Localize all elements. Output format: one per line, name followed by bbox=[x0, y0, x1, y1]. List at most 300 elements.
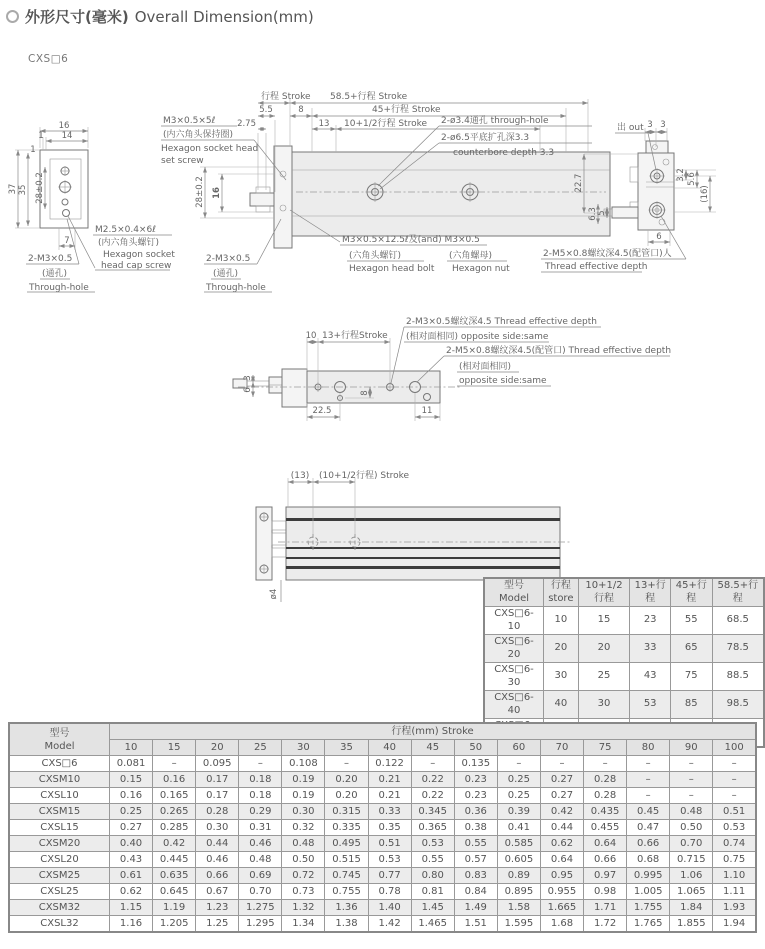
value-cell: 23 bbox=[630, 607, 671, 635]
annotation: (相对面相同) bbox=[459, 362, 512, 372]
annotation: Through-hole bbox=[206, 283, 266, 293]
weight-cell: 0.48 bbox=[239, 852, 282, 868]
value-cell: 25 bbox=[578, 663, 630, 691]
weight-cell: 0.69 bbox=[239, 868, 282, 884]
weight-cell: 0.19 bbox=[282, 788, 325, 804]
weight-table-row bbox=[9, 804, 756, 820]
weight-cell: 1.19 bbox=[153, 900, 196, 916]
weight-cell: 0.41 bbox=[497, 820, 540, 836]
weight-cell: 0.46 bbox=[239, 836, 282, 852]
stroke-col-header: 90 bbox=[670, 740, 713, 756]
weight-cell: 0.62 bbox=[540, 836, 583, 852]
weight-cell: 0.66 bbox=[196, 868, 239, 884]
weight-cell: 0.605 bbox=[497, 852, 540, 868]
weight-cell: 0.64 bbox=[584, 836, 627, 852]
weight-model-header: 型号 Model bbox=[9, 723, 110, 756]
weight-cell: 1.34 bbox=[282, 916, 325, 933]
weight-cell: 1.765 bbox=[627, 916, 670, 933]
dim-label: 3 bbox=[647, 120, 653, 130]
annotation: (相对面相同) opposite side:same bbox=[406, 332, 549, 342]
weight-cell: 1.94 bbox=[713, 916, 756, 933]
stroke-col-header: 70 bbox=[540, 740, 583, 756]
weight-cell: 1.71 bbox=[584, 900, 627, 916]
annotation: Thread effective depth bbox=[545, 262, 648, 272]
value-cell: 33 bbox=[630, 635, 671, 663]
weight-cell: 0.30 bbox=[196, 820, 239, 836]
weight-cell: 0.21 bbox=[368, 788, 411, 804]
weight-cell: 0.20 bbox=[325, 772, 368, 788]
annotation: opposite side:same bbox=[459, 376, 547, 386]
value-cell: 30 bbox=[578, 691, 630, 719]
annotation: 2-ø3.4通孔 through-hole bbox=[441, 116, 549, 126]
model-cell: CXS□6-20 bbox=[484, 635, 544, 663]
weight-cell: 0.715 bbox=[670, 852, 713, 868]
weight-cell: 1.42 bbox=[368, 916, 411, 933]
dim-label: 5.5 bbox=[259, 105, 273, 115]
value-cell: 43 bbox=[630, 663, 671, 691]
weight-cell: 0.17 bbox=[196, 788, 239, 804]
weight-cell: 0.48 bbox=[670, 804, 713, 820]
weight-cell: – bbox=[670, 756, 713, 772]
weight-cell: 0.27 bbox=[110, 820, 153, 836]
annotation: 出 out bbox=[617, 123, 644, 133]
weight-cell: 0.745 bbox=[325, 868, 368, 884]
weight-cell: – bbox=[713, 772, 756, 788]
stroke-col-header: 100 bbox=[713, 740, 756, 756]
dim-label: 28±0.2 bbox=[35, 172, 45, 204]
weight-cell: 0.081 bbox=[110, 756, 153, 772]
weight-cell: 0.84 bbox=[454, 884, 497, 900]
model-cell: CXSM10 bbox=[9, 772, 110, 788]
weight-cell: 1.295 bbox=[239, 916, 282, 933]
weight-cell: 0.28 bbox=[196, 804, 239, 820]
weight-cell: – bbox=[153, 756, 196, 772]
model-cell: CXSL32 bbox=[9, 916, 110, 933]
weight-cell: 0.285 bbox=[153, 820, 196, 836]
weight-cell: 0.27 bbox=[540, 772, 583, 788]
stroke-col-header: 40 bbox=[368, 740, 411, 756]
value-cell: 88.5 bbox=[712, 663, 764, 691]
value-cell: 75 bbox=[670, 663, 712, 691]
model-cell: CXS□6-40 bbox=[484, 691, 544, 719]
weight-cell: 0.53 bbox=[411, 836, 454, 852]
dim-label: 11 bbox=[421, 406, 433, 416]
weight-cell: 1.32 bbox=[282, 900, 325, 916]
weight-cell: 0.45 bbox=[627, 804, 670, 820]
weight-cell: 0.30 bbox=[282, 804, 325, 820]
weight-cell: 0.62 bbox=[110, 884, 153, 900]
weight-table-row bbox=[9, 788, 756, 804]
dim-label: 7 bbox=[64, 236, 70, 246]
weight-cell: 1.465 bbox=[411, 916, 454, 933]
dim-label: (10+1/2行程) Stroke bbox=[319, 471, 410, 481]
weight-cell: 0.66 bbox=[584, 852, 627, 868]
value-cell: 78.5 bbox=[712, 635, 764, 663]
weight-cell: 0.515 bbox=[325, 852, 368, 868]
annotation: 2-M3×0.5 bbox=[206, 254, 251, 264]
weight-cell: 0.81 bbox=[411, 884, 454, 900]
front-view bbox=[161, 90, 610, 293]
annotation: M3×0.5×12.5ℓ及(and) M3×0.5 bbox=[342, 235, 480, 245]
dim-label: (13) bbox=[290, 471, 310, 481]
col-header: 58.5+行程 bbox=[712, 578, 764, 607]
weight-cell: 0.28 bbox=[584, 772, 627, 788]
weight-cell: 0.995 bbox=[627, 868, 670, 884]
col-header: 45+行程 bbox=[670, 578, 712, 607]
weight-cell: 0.25 bbox=[497, 772, 540, 788]
weight-cell: 1.58 bbox=[497, 900, 540, 916]
weight-cell: 0.40 bbox=[110, 836, 153, 852]
weight-cell: 0.16 bbox=[153, 772, 196, 788]
dim-label: 3.2 bbox=[676, 168, 686, 182]
weight-cell: 0.17 bbox=[196, 772, 239, 788]
weight-cell: 1.68 bbox=[540, 916, 583, 933]
dim-label: 6.3 bbox=[588, 207, 598, 221]
weight-cell: 0.33 bbox=[368, 804, 411, 820]
annotation: Hexagon head bolt bbox=[349, 264, 435, 274]
weight-cell: 0.122 bbox=[368, 756, 411, 772]
weight-cell: 1.25 bbox=[196, 916, 239, 933]
weight-cell: 0.51 bbox=[713, 804, 756, 820]
weight-cell: 0.108 bbox=[282, 756, 325, 772]
dim-label: 13+行程Stroke bbox=[322, 331, 388, 341]
annotation: (内六角头螺钉) bbox=[98, 238, 160, 248]
weight-table-row bbox=[9, 836, 756, 852]
col-header-stroke: 行程 store bbox=[544, 578, 579, 607]
weight-cell: 1.855 bbox=[670, 916, 713, 933]
weight-cell: 0.50 bbox=[282, 852, 325, 868]
weight-cell: 1.45 bbox=[411, 900, 454, 916]
model-cell: CXSM15 bbox=[9, 804, 110, 820]
weight-cell: 0.20 bbox=[325, 788, 368, 804]
weight-cell: 0.53 bbox=[368, 852, 411, 868]
annotation: 2-M5×0.8螺纹深4.5(配管口)人 bbox=[543, 249, 672, 259]
weight-cell: 0.39 bbox=[497, 804, 540, 820]
annotation: (内六角头保持圈) bbox=[163, 130, 234, 140]
model-cell: CXSL25 bbox=[9, 884, 110, 900]
stroke-table-row bbox=[484, 691, 764, 719]
dim-label: 35 bbox=[18, 184, 28, 196]
weight-table bbox=[8, 722, 757, 933]
weight-cell: 0.73 bbox=[282, 884, 325, 900]
weight-cell: 0.97 bbox=[584, 868, 627, 884]
weight-cell: 0.895 bbox=[497, 884, 540, 900]
weight-cell: – bbox=[239, 756, 282, 772]
weight-cell: 0.44 bbox=[196, 836, 239, 852]
weight-cell: 1.38 bbox=[325, 916, 368, 933]
stroke-col-header: 20 bbox=[196, 740, 239, 756]
annotation: 2-M3×0.5 bbox=[28, 254, 73, 264]
value-cell: 55 bbox=[670, 607, 712, 635]
weight-cell: – bbox=[540, 756, 583, 772]
title-zh: 外形尺寸(毫米) bbox=[25, 8, 129, 26]
annotation: 2-M3×0.5螺纹深4.5 Thread effective depth bbox=[406, 317, 597, 327]
model-cell: CXSL15 bbox=[9, 820, 110, 836]
weight-cell: 0.74 bbox=[713, 836, 756, 852]
dim-label: 13 bbox=[318, 119, 330, 129]
weight-cell: 1.205 bbox=[153, 916, 196, 933]
weight-cell: 1.93 bbox=[713, 900, 756, 916]
model-cell: CXS□6-30 bbox=[484, 663, 544, 691]
weight-cell: – bbox=[584, 756, 627, 772]
weight-cell: 1.72 bbox=[584, 916, 627, 933]
weight-cell: 0.46 bbox=[196, 852, 239, 868]
weight-cell: 0.315 bbox=[325, 804, 368, 820]
dim-label: 6 bbox=[243, 387, 253, 393]
weight-cell: 0.36 bbox=[454, 804, 497, 820]
weight-cell: 0.15 bbox=[110, 772, 153, 788]
weight-cell: 0.89 bbox=[497, 868, 540, 884]
dim-label: 3 bbox=[660, 120, 666, 130]
weight-cell: 1.595 bbox=[497, 916, 540, 933]
weight-cell: 0.70 bbox=[670, 836, 713, 852]
weight-cell: 1.23 bbox=[196, 900, 239, 916]
weight-cell: – bbox=[627, 756, 670, 772]
weight-cell: – bbox=[497, 756, 540, 772]
weight-cell: 0.095 bbox=[196, 756, 239, 772]
weight-cell: 0.64 bbox=[540, 852, 583, 868]
weight-cell: 0.345 bbox=[411, 804, 454, 820]
weight-cell: 0.585 bbox=[497, 836, 540, 852]
annotation: Hexagon nut bbox=[452, 264, 510, 274]
dim-label: ø4 bbox=[269, 588, 279, 600]
weight-table-stroke-cols bbox=[9, 740, 756, 756]
weight-cell: 0.55 bbox=[411, 852, 454, 868]
weight-cell: 0.22 bbox=[411, 772, 454, 788]
model-cell: CXSM20 bbox=[9, 836, 110, 852]
weight-table-body bbox=[9, 756, 756, 933]
dim-label: 16 bbox=[58, 121, 70, 131]
dim-label: 行程 Stroke bbox=[261, 92, 311, 102]
weight-cell: 0.165 bbox=[153, 788, 196, 804]
top-view bbox=[233, 315, 671, 421]
weight-cell: 1.36 bbox=[325, 900, 368, 916]
weight-cell: – bbox=[627, 788, 670, 804]
dim-label: 6 bbox=[656, 232, 662, 242]
weight-table-row bbox=[9, 772, 756, 788]
weight-cell: 0.23 bbox=[454, 788, 497, 804]
dim-label: 14 bbox=[61, 131, 73, 141]
stroke-table-row bbox=[484, 607, 764, 635]
weight-cell: 1.06 bbox=[670, 868, 713, 884]
dim-label: 28±0.2 bbox=[195, 176, 205, 208]
weight-cell: 0.98 bbox=[584, 884, 627, 900]
weight-cell: 1.065 bbox=[670, 884, 713, 900]
col-header: 10+1/2行程 bbox=[578, 578, 630, 607]
annotation: head cap screw bbox=[101, 261, 172, 271]
weight-cell: 0.16 bbox=[110, 788, 153, 804]
weight-cell: 0.42 bbox=[540, 804, 583, 820]
model-label: CXS□6 bbox=[28, 53, 69, 65]
weight-cell: 1.755 bbox=[627, 900, 670, 916]
weight-table-row bbox=[9, 820, 756, 836]
dim-label: 22.7 bbox=[574, 173, 584, 193]
weight-cell: 0.19 bbox=[282, 772, 325, 788]
weight-cell: 1.84 bbox=[670, 900, 713, 916]
weight-table-row bbox=[9, 900, 756, 916]
model-cell: CXSL10 bbox=[9, 788, 110, 804]
model-cell: CXSL20 bbox=[9, 852, 110, 868]
weight-cell: – bbox=[713, 756, 756, 772]
dim-label: 58.5+行程 Stroke bbox=[330, 92, 408, 102]
weight-cell: 0.31 bbox=[239, 820, 282, 836]
weight-cell: 0.18 bbox=[239, 788, 282, 804]
weight-cell: 0.265 bbox=[153, 804, 196, 820]
weight-cell: 0.25 bbox=[110, 804, 153, 820]
weight-cell: 0.67 bbox=[196, 884, 239, 900]
dim-label: 16 bbox=[212, 187, 222, 199]
stroke-table-row bbox=[484, 663, 764, 691]
weight-stroke-header: 行程(mm) Stroke bbox=[110, 723, 757, 740]
weight-cell: 0.48 bbox=[282, 836, 325, 852]
weight-cell: 0.68 bbox=[627, 852, 670, 868]
dim-label: 8 bbox=[298, 105, 304, 115]
dim-label: 1 bbox=[30, 145, 36, 155]
stroke-col-header: 80 bbox=[627, 740, 670, 756]
annotation: (通孔) bbox=[213, 269, 239, 279]
value-cell: 10 bbox=[544, 607, 579, 635]
left-end-view bbox=[8, 121, 175, 293]
weight-cell: 1.10 bbox=[713, 868, 756, 884]
weight-cell: 0.42 bbox=[153, 836, 196, 852]
stroke-col-header: 25 bbox=[239, 740, 282, 756]
dim-label: 5 bbox=[597, 210, 607, 216]
weight-cell: 0.53 bbox=[713, 820, 756, 836]
col-header-model: 型号 Model bbox=[484, 578, 544, 607]
dim-label: 8 bbox=[360, 390, 370, 396]
value-cell: 20 bbox=[578, 635, 630, 663]
weight-cell: 0.645 bbox=[153, 884, 196, 900]
weight-cell: 0.135 bbox=[454, 756, 497, 772]
weight-cell: 0.57 bbox=[454, 852, 497, 868]
dim-label: 10 bbox=[305, 331, 317, 341]
col-header: 13+行程 bbox=[630, 578, 671, 607]
annotation: counterbore depth 3.3 bbox=[453, 148, 555, 158]
annotation: Hexagon socket bbox=[103, 250, 175, 260]
weight-cell: 1.51 bbox=[454, 916, 497, 933]
annotation: 2-ø6.5平底扩孔深3.3 bbox=[441, 133, 530, 143]
weight-cell: 0.50 bbox=[670, 820, 713, 836]
weight-cell: 0.365 bbox=[411, 820, 454, 836]
weight-cell: 0.32 bbox=[282, 820, 325, 836]
weight-cell: – bbox=[627, 772, 670, 788]
weight-table-row bbox=[9, 868, 756, 884]
weight-cell: 0.23 bbox=[454, 772, 497, 788]
weight-cell: 0.955 bbox=[540, 884, 583, 900]
weight-cell: 0.66 bbox=[627, 836, 670, 852]
dim-label: 3 bbox=[243, 375, 253, 381]
annotation: Through-hole bbox=[29, 283, 89, 293]
value-cell: 40 bbox=[544, 691, 579, 719]
stroke-col-header: 35 bbox=[325, 740, 368, 756]
weight-cell: 0.335 bbox=[325, 820, 368, 836]
weight-cell: 0.43 bbox=[110, 852, 153, 868]
weight-cell: 0.44 bbox=[540, 820, 583, 836]
dim-label: 2.75 bbox=[237, 119, 256, 129]
annotation: (六角头螺钉) bbox=[349, 251, 402, 261]
weight-cell: – bbox=[325, 756, 368, 772]
weight-cell: 0.47 bbox=[627, 820, 670, 836]
stroke-col-header: 60 bbox=[497, 740, 540, 756]
weight-cell: 0.77 bbox=[368, 868, 411, 884]
annotation: M2.5×0.4×6ℓ bbox=[95, 225, 156, 235]
annotation: M3×0.5×5ℓ bbox=[163, 116, 216, 126]
annotation: (通孔) bbox=[42, 269, 68, 279]
weight-cell: 0.38 bbox=[454, 820, 497, 836]
value-cell: 20 bbox=[544, 635, 579, 663]
dim-label: 45+行程 Stroke bbox=[372, 105, 441, 115]
weight-cell: 0.55 bbox=[454, 836, 497, 852]
title-en: Overall Dimension(mm) bbox=[134, 7, 314, 26]
weight-cell: 1.11 bbox=[713, 884, 756, 900]
stroke-col-header: 15 bbox=[153, 740, 196, 756]
stroke-col-header: 30 bbox=[282, 740, 325, 756]
weight-table-row bbox=[9, 884, 756, 900]
weight-cell: 0.455 bbox=[584, 820, 627, 836]
stroke-col-header: 45 bbox=[411, 740, 454, 756]
weight-table-row bbox=[9, 756, 756, 772]
annotation: Hexagon socket head bbox=[161, 144, 259, 154]
model-cell: CXS□6-10 bbox=[484, 607, 544, 635]
dim-label: (16) bbox=[700, 185, 710, 203]
weight-cell: 0.61 bbox=[110, 868, 153, 884]
value-cell: 85 bbox=[670, 691, 712, 719]
annotation: 2-M5×0.8螺纹深4.5(配管口) Thread effective depth bbox=[446, 346, 672, 356]
annotation: (六角螺母) bbox=[449, 251, 493, 261]
weight-cell: 1.40 bbox=[368, 900, 411, 916]
weight-cell: 0.21 bbox=[368, 772, 411, 788]
weight-cell: 0.495 bbox=[325, 836, 368, 852]
dim-label: 5.6 bbox=[687, 172, 697, 186]
weight-cell: 0.18 bbox=[239, 772, 282, 788]
weight-cell: 0.95 bbox=[540, 868, 583, 884]
weight-cell: 0.51 bbox=[368, 836, 411, 852]
stroke-table-row bbox=[484, 635, 764, 663]
dim-label: 10+1/2行程 Stroke bbox=[344, 119, 428, 129]
value-cell: 98.5 bbox=[712, 691, 764, 719]
weight-cell: 0.635 bbox=[153, 868, 196, 884]
model-cell: CXS□6 bbox=[9, 756, 110, 772]
stroke-col-header: 10 bbox=[110, 740, 153, 756]
stroke-col-header: 75 bbox=[584, 740, 627, 756]
weight-cell: 0.22 bbox=[411, 788, 454, 804]
weight-cell: 0.35 bbox=[368, 820, 411, 836]
weight-cell: 1.49 bbox=[454, 900, 497, 916]
weight-cell: 0.70 bbox=[239, 884, 282, 900]
weight-cell: 0.75 bbox=[713, 852, 756, 868]
weight-cell: 0.72 bbox=[282, 868, 325, 884]
annotation: set screw bbox=[161, 156, 204, 166]
dim-label: 1 bbox=[38, 131, 44, 141]
weight-cell: – bbox=[670, 772, 713, 788]
weight-cell: 1.16 bbox=[110, 916, 153, 933]
dim-label: 22.5 bbox=[312, 406, 332, 416]
model-cell: CXSM25 bbox=[9, 868, 110, 884]
weight-cell: 0.28 bbox=[584, 788, 627, 804]
value-cell: 15 bbox=[578, 607, 630, 635]
weight-cell: 0.445 bbox=[153, 852, 196, 868]
value-cell: 53 bbox=[630, 691, 671, 719]
model-cell: CXSM32 bbox=[9, 900, 110, 916]
dim-label: 37 bbox=[8, 183, 18, 195]
value-cell: 65 bbox=[670, 635, 712, 663]
weight-cell: 0.83 bbox=[454, 868, 497, 884]
weight-cell: – bbox=[670, 788, 713, 804]
weight-cell: 0.29 bbox=[239, 804, 282, 820]
weight-cell: 1.005 bbox=[627, 884, 670, 900]
weight-cell: 0.25 bbox=[497, 788, 540, 804]
weight-cell: – bbox=[713, 788, 756, 804]
